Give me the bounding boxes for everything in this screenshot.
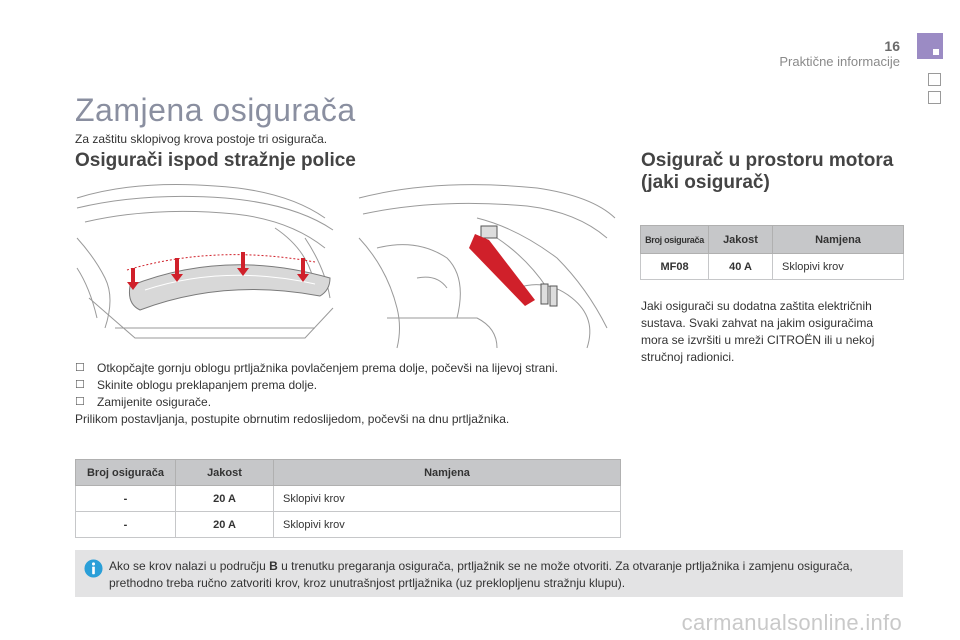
- chapter-tab-active[interactable]: [917, 33, 943, 59]
- info-text: [109, 558, 891, 592]
- instruction-step: [75, 360, 620, 377]
- right-heading: Osigurač u prostoru motora (jaki osigurač): [641, 150, 894, 193]
- table-row: [76, 486, 621, 512]
- info-text-part: Ako se krov nalazi u području: [109, 559, 270, 573]
- step-text: Zamijenite osigurače.: [97, 395, 212, 409]
- column-header: Namjena: [274, 460, 621, 486]
- column-header: Jakost: [709, 226, 773, 254]
- chapter-tab[interactable]: [928, 91, 941, 104]
- checkbox-icon: ☐: [75, 362, 85, 374]
- info-text-bold: B: [269, 559, 278, 573]
- instruction-step: [75, 394, 620, 411]
- fuse-number: -: [76, 512, 176, 538]
- maxi-fuse-paragraph: Jaki osigurači su dodatna zaštita električnih sustava. Svaki zahvat na jakim osiguračima mora se izvršiti u mreži CITROËN ili u nekoj stručnoj radionici.: [641, 299, 875, 364]
- intro-text: Za zaštitu sklopivog krova postoje tri osigurača.: [75, 132, 328, 146]
- column-header: Namjena: [773, 226, 904, 254]
- page-title: Zamjena osigurača: [75, 92, 356, 128]
- engine-compartment-illustration: [357, 178, 619, 350]
- checkbox-icon: ☐: [75, 396, 85, 408]
- info-text-part: u trenutku pregaranja osigurača, prtljažnik se ne može otvoriti. Za otvaranje prtljažnika i zamjenu osigurača, prethodno treba ručno zatvoriti krov, kroz unutrašnjost prtljažnika (uz preklopljenu stražnju klupu).: [109, 559, 853, 590]
- table-row: [641, 254, 904, 280]
- fuse-number: -: [76, 486, 176, 512]
- info-icon: [84, 559, 103, 578]
- section-title: Praktične informacije: [779, 54, 900, 69]
- info-box: [75, 550, 903, 597]
- chapter-tab[interactable]: [928, 73, 941, 86]
- column-header: Broj osigurača: [76, 460, 176, 486]
- table-row: [76, 512, 621, 538]
- step-text: Skinite oblogu preklapanjem prema dolje.: [97, 378, 318, 392]
- fuse-rating: 40 A: [709, 254, 773, 280]
- instruction-step: [75, 377, 620, 394]
- red-pointer-arrow: [469, 234, 535, 306]
- instructions: [75, 360, 620, 428]
- reassembly-note: Prilikom postavljanja, postupite obrnutim redoslijedom, počevši na dnu prtljažnika.: [75, 412, 510, 426]
- column-header: Broj osigurača: [641, 226, 709, 254]
- fuse-table-rear-shelf: [75, 459, 621, 538]
- page-number: 16: [884, 38, 900, 54]
- rear-shelf-illustration: [75, 178, 337, 350]
- step-text: Otkopčajte gornju oblogu prtljažnika povlačenjem prema dolje, počevši na lijevoj strani.: [97, 361, 558, 375]
- fuse-function: Sklopivi krov: [274, 486, 621, 512]
- fuse-function: Sklopivi krov: [773, 254, 904, 280]
- column-header: Jakost: [176, 460, 274, 486]
- fuse-table-engine: [640, 225, 904, 280]
- watermark: carmanualsonline.info: [681, 610, 902, 635]
- fuse-number: MF08: [641, 254, 709, 280]
- fuse-rating: 20 A: [176, 486, 274, 512]
- fuse-function: Sklopivi krov: [274, 512, 621, 538]
- left-heading: Osigurači ispod stražnje police: [75, 150, 356, 171]
- fuse-rating: 20 A: [176, 512, 274, 538]
- checkbox-icon: ☐: [75, 379, 85, 391]
